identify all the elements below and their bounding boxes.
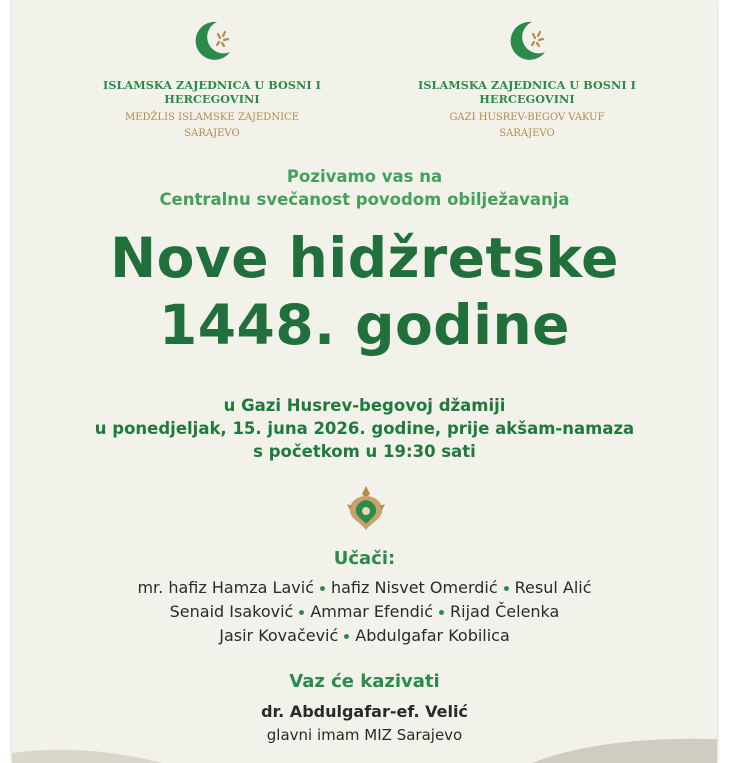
bullet-icon bbox=[320, 586, 325, 591]
bullet-icon bbox=[504, 586, 509, 591]
reciter-name: hafiz Nisvet Omerdić bbox=[330, 578, 498, 597]
organization-right bbox=[372, 16, 682, 139]
org-left-line3: SARAJEVO bbox=[184, 128, 240, 139]
floral-ornament-icon bbox=[346, 484, 386, 532]
reciters-row bbox=[12, 624, 717, 648]
reciter-name: mr. hafiz Hamza Lavić bbox=[137, 578, 314, 597]
crescent-star-emblem-icon bbox=[187, 16, 237, 66]
reciters-heading: Učači: bbox=[333, 548, 396, 569]
invitation-line2: Centralnu svečanost povodom obilježavanja bbox=[159, 190, 570, 209]
org-left-line2: MEDŽLIS ISLAMSKE ZAJEDNICE bbox=[125, 112, 299, 123]
reciter-name: Ammar Efendić bbox=[310, 602, 434, 621]
reciters-row bbox=[12, 600, 717, 624]
sermon-speaker-role: glavni imam MIZ Sarajevo bbox=[266, 726, 463, 744]
event-time: s početkom u 19:30 sati bbox=[253, 442, 476, 461]
reciter-name: Rijad Čelenka bbox=[450, 602, 560, 621]
bullet-icon bbox=[344, 634, 349, 639]
reciter-name: Resul Alić bbox=[514, 578, 592, 597]
invitation-poster bbox=[12, 0, 717, 763]
organization-left bbox=[57, 16, 367, 139]
reciter-name: Jasir Kovačević bbox=[219, 626, 339, 645]
reciter-name: Senaid Isaković bbox=[169, 602, 294, 621]
crescent-star-emblem-icon bbox=[502, 16, 552, 66]
sermon-speaker: dr. Abdulgafar-ef. Velić bbox=[261, 702, 468, 721]
invitation-text bbox=[12, 165, 717, 211]
org-left-line1: ISLAMSKA ZAJEDNICA U BOSNI I HERCEGOVINI bbox=[102, 78, 321, 106]
org-right-line1: ISLAMSKA ZAJEDNICA U BOSNI I HERCEGOVINI bbox=[417, 78, 636, 106]
org-right-line2: GAZI HUSREV-BEGOV VAKUF bbox=[449, 112, 605, 123]
org-right-line3: SARAJEVO bbox=[499, 128, 555, 139]
sermon-heading: Vaz će kazivati bbox=[289, 671, 440, 692]
event-date: u ponedjeljak, 15. juna 2026. godine, prije akšam-namaza bbox=[94, 419, 635, 438]
bullet-icon bbox=[299, 610, 304, 615]
event-title bbox=[12, 225, 717, 359]
bottom-decoration bbox=[12, 723, 717, 763]
reciters-list bbox=[12, 576, 717, 648]
reciter-name: Abdulgafar Kobilica bbox=[355, 626, 510, 645]
event-location: u Gazi Husrev-begovoj džamiji bbox=[223, 396, 506, 415]
bullet-icon bbox=[439, 610, 444, 615]
reciters-row bbox=[12, 576, 717, 600]
event-title-line2: 1448. godine bbox=[159, 293, 570, 357]
invitation-line1: Pozivamo vas na bbox=[286, 167, 443, 186]
event-details bbox=[12, 394, 717, 463]
event-title-line1: Nove hidžretske bbox=[110, 226, 619, 290]
